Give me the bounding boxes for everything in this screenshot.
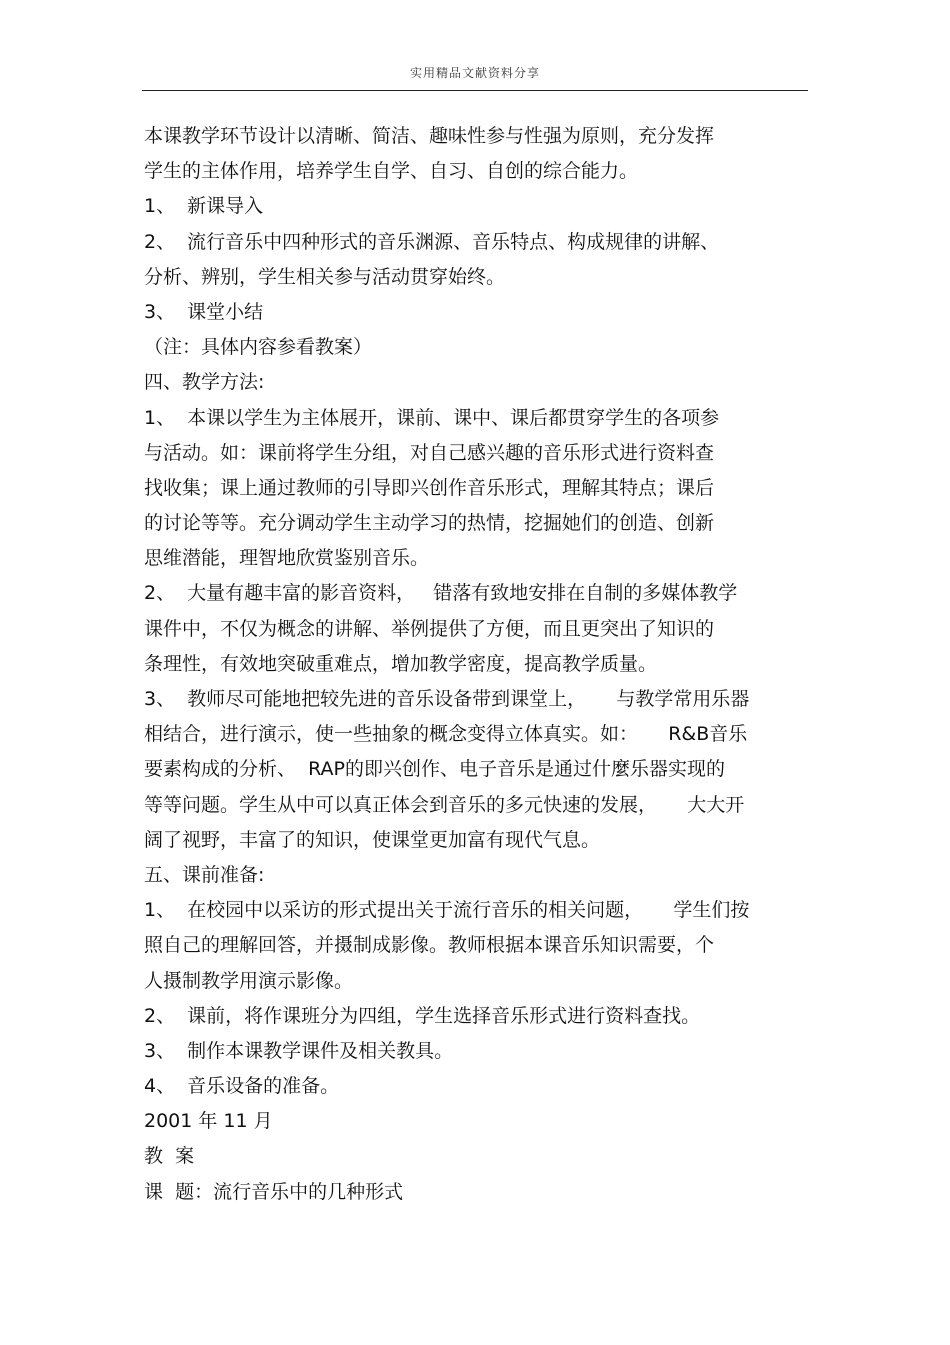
text-line: 人摄制教学用演示影像。 xyxy=(144,969,354,992)
heading-lesson-plan: 教 案 xyxy=(144,1145,195,1168)
lesson-topic: 课 题：流行音乐中的几种形式 xyxy=(144,1180,404,1203)
list-item: 3、 教师尽可能地把较先进的音乐设备带到课堂上， 与教学常用乐器 xyxy=(144,688,750,710)
page-header: 实用精品文献资料分享 xyxy=(409,66,540,80)
text-line: 与活动。如：课前将学生分组，对自己感兴趣的音乐形式进行资料查 xyxy=(144,441,715,464)
text-line: 学生的主体作用，培养学生自学、自习、自创的综合能力。 xyxy=(144,160,639,183)
list-item: 4、 音乐设备的准备。 xyxy=(144,1075,340,1098)
note-line: （注：具体内容参看教案） xyxy=(144,336,373,359)
list-item: 2、 大量有趣丰富的影音资料， 错落有致地安排在自制的多媒体教学 xyxy=(144,582,738,605)
text-line: 找收集；课上通过教师的引导即兴创作音乐形式，理解其特点；课后 xyxy=(144,476,715,499)
list-item: 2、 课前，将作课班分为四组，学生选择音乐形式进行资料查找。 xyxy=(144,1004,701,1027)
text-line: 课件中，不仅为概念的讲解、举例提供了方便，而且更突出了知识的 xyxy=(144,617,715,640)
header-divider xyxy=(142,90,808,91)
date-line: 2001 年 11 月 xyxy=(144,1110,273,1133)
section-heading: 五、课前准备: xyxy=(144,863,265,886)
text-line: 条理性，有效地突破重难点，增加教学密度，提高教学质量。 xyxy=(144,652,658,675)
document-body xyxy=(144,119,808,1210)
text-line: 等等问题。学生从中可以真正体会到音乐的多元快速的发展， 大大开 xyxy=(144,793,745,816)
section-heading: 四、教学方法: xyxy=(144,371,265,394)
list-item: 3、 课堂小结 xyxy=(144,300,264,323)
text-line: 本课教学环节设计以清晰、简洁、趣味性参与性强为原则，充分发挥 xyxy=(144,125,715,147)
text-line: 照自己的理解回答，并摄制成影像。教师根据本课音乐知识需要，个 xyxy=(144,934,715,957)
text-line: 思维潜能，理智地欣赏鉴别音乐。 xyxy=(144,547,430,570)
list-item: 2、 流行音乐中四种形式的音乐渊源、音乐特点、构成规律的讲解、 xyxy=(144,230,720,253)
text-line: 要素构成的分析、 RAP的即兴创作、电子音乐是通过什麼乐器实现的 xyxy=(144,758,725,781)
text-line: 相结合，进行演示，使一些抽象的概念变得立体真实。如： R&B音乐 xyxy=(144,723,748,746)
text-line: 阔了视野，丰富了的知识，使课堂更加富有现代气息。 xyxy=(144,828,601,851)
list-item: 3、 制作本课教学课件及相关教具。 xyxy=(144,1039,454,1062)
text-line: 的讨论等等。充分调动学生主动学习的热情，挖掘她们的创造、创新 xyxy=(144,512,715,535)
list-item: 1、 在校园中以采访的形式提出关于流行音乐的相关问题， 学生们按 xyxy=(144,899,750,922)
list-item: 1、 新课导入 xyxy=(144,195,264,218)
list-item: 1、 本课以学生为主体展开，课前、课中、课后都贯穿学生的各项参 xyxy=(144,406,720,429)
text-line: 分析、辨别，学生相关参与活动贯穿始终。 xyxy=(144,265,506,288)
